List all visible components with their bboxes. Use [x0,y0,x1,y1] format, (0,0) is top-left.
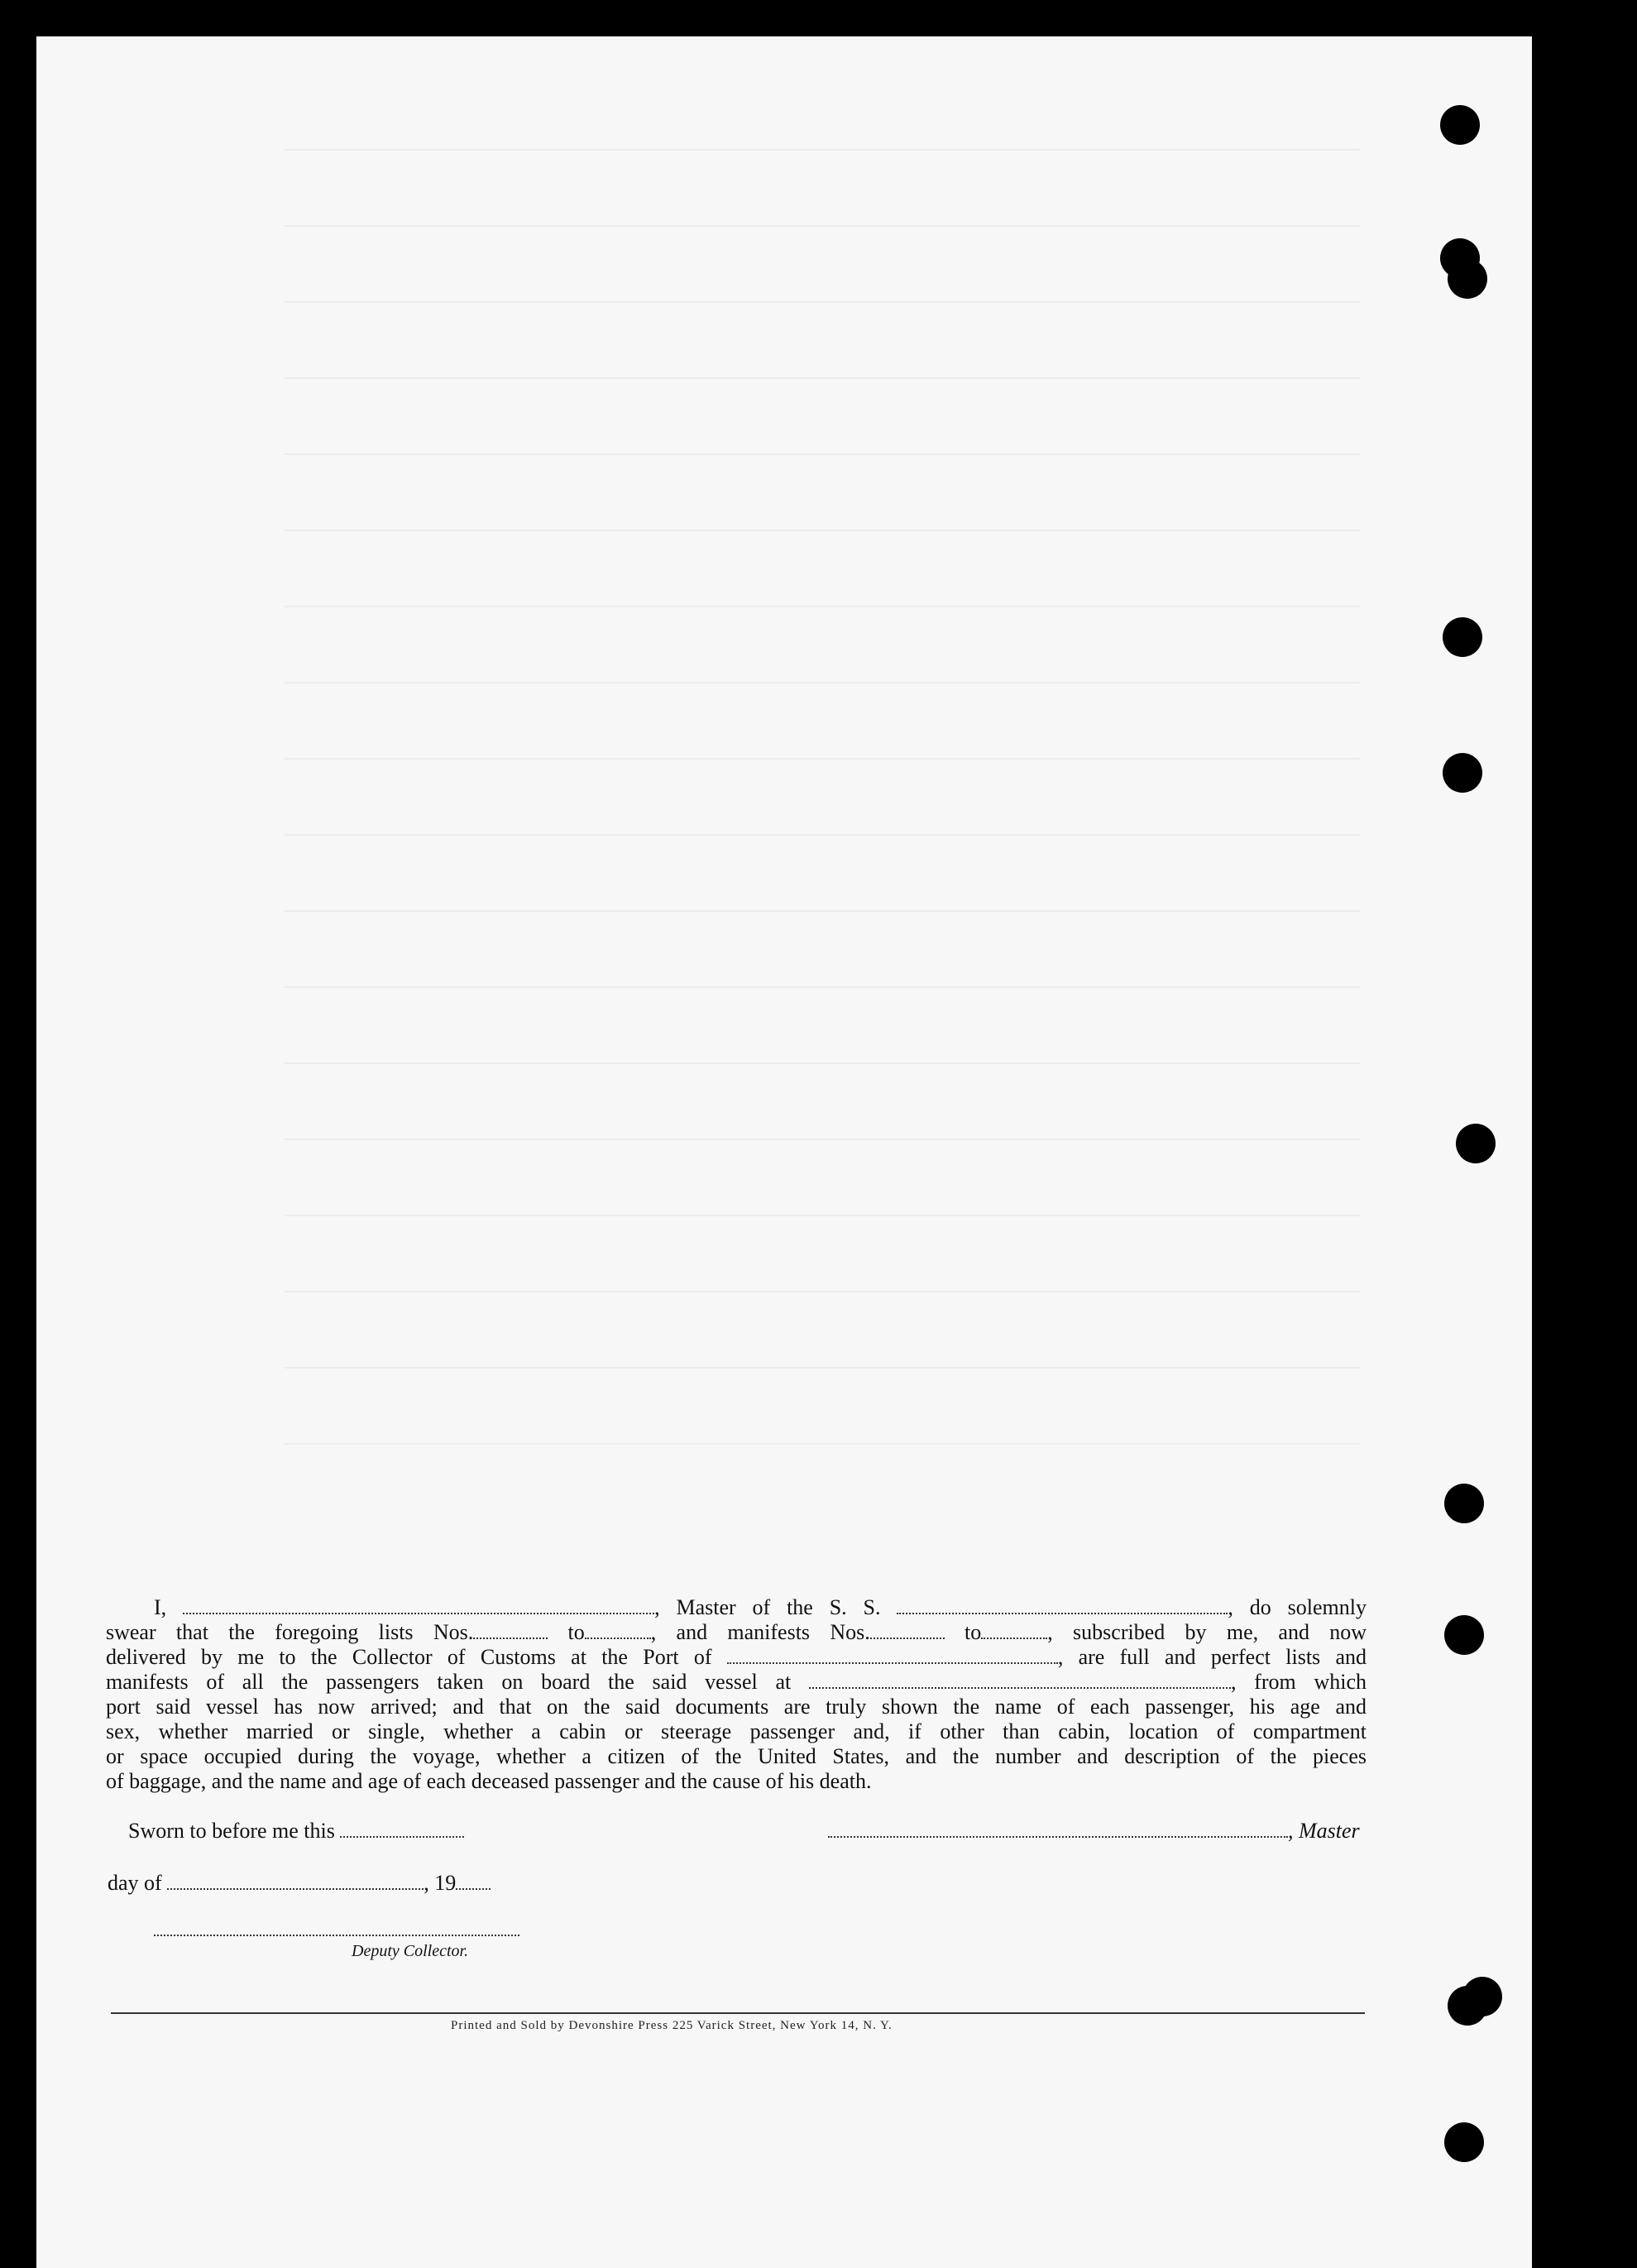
bleed-through-background [285,111,1360,1518]
lists-to-blank[interactable] [585,1621,651,1639]
binder-hole-11 [1444,2122,1484,2162]
oath-paragraph [106,1595,1367,1794]
binder-hole-10 [1462,1977,1502,2016]
oath-text: manifests of all the passengers taken on board the said vessel at [106,1670,792,1694]
ship-name-blank[interactable] [897,1596,1228,1614]
sworn-row [128,1819,464,1844]
footer-rule [111,2012,1365,2014]
binder-hole-5 [1443,753,1482,793]
binder-hole-1 [1440,105,1480,145]
lists-from-blank[interactable] [473,1621,548,1639]
master-label: , Master [1288,1819,1360,1843]
master-signature-row [828,1819,1360,1844]
oath-text: , are full and perfect lists and [1057,1645,1367,1669]
year-label: , 19 [424,1871,457,1895]
oath-line-2 [106,1620,1367,1645]
oath-text: , Master of the S. S. [654,1595,881,1619]
oath-text: swear that the foregoing lists Nos. [106,1620,474,1644]
deputy-collector-label: Deputy Collector. [352,1942,469,1960]
oath-line-3 [106,1645,1367,1670]
binder-hole-6 [1456,1124,1496,1163]
oath-line-4 [106,1670,1367,1695]
oath-text: , subscribed by me, and now [1047,1620,1367,1644]
printer-note: Printed and Sold by Devonshire Press 225 Varick Street, New York 14, N. Y. [451,2019,893,2032]
oath-text: to [964,1620,982,1644]
day-of-row [108,1871,491,1896]
port-blank[interactable] [727,1646,1058,1664]
name-blank[interactable] [183,1596,654,1614]
month-blank[interactable] [167,1872,424,1890]
oath-text: I, [154,1595,167,1619]
binder-hole-4 [1443,617,1482,657]
master-signature-blank[interactable] [828,1820,1288,1838]
oath-text: delivered by me to the Collector of Customs at the Port of [106,1645,712,1669]
sworn-day-blank[interactable] [340,1820,464,1838]
oath-text: , do solemnly [1228,1595,1367,1619]
oath-line-8: of baggage, and the name and age of each deceased passenger and the cause of his death. [106,1769,872,1793]
oath-text: , from which [1230,1670,1367,1694]
binder-hole-7 [1444,1484,1484,1523]
deputy-signature-blank[interactable] [154,1918,519,1936]
oath-line-1 [106,1595,1367,1620]
manifests-to-blank[interactable] [981,1621,1047,1639]
oath-line-7: or space occupied during the voyage, whether a citizen of the United States, and the number and description of the pieces [106,1744,1367,1768]
binder-hole-8 [1444,1615,1484,1655]
binder-hole-3 [1448,259,1487,299]
year-blank[interactable] [456,1872,491,1890]
manifests-from-blank[interactable] [870,1621,945,1639]
boarding-port-blank[interactable] [809,1671,1231,1689]
sworn-label: Sworn to before me this [128,1819,335,1843]
oath-line-5: port said vessel has now arrived; and that on the said documents are truly shown the name of each passenger, his age and [106,1695,1367,1719]
oath-text: to [567,1620,585,1644]
deputy-signature-row [154,1918,519,1936]
day-of-label: day of [108,1871,162,1895]
oath-text: , and manifests Nos. [650,1620,870,1644]
oath-line-6: sex, whether married or single, whether a cabin or steerage passenger and, if other than cabin, location of compartment [106,1719,1367,1743]
